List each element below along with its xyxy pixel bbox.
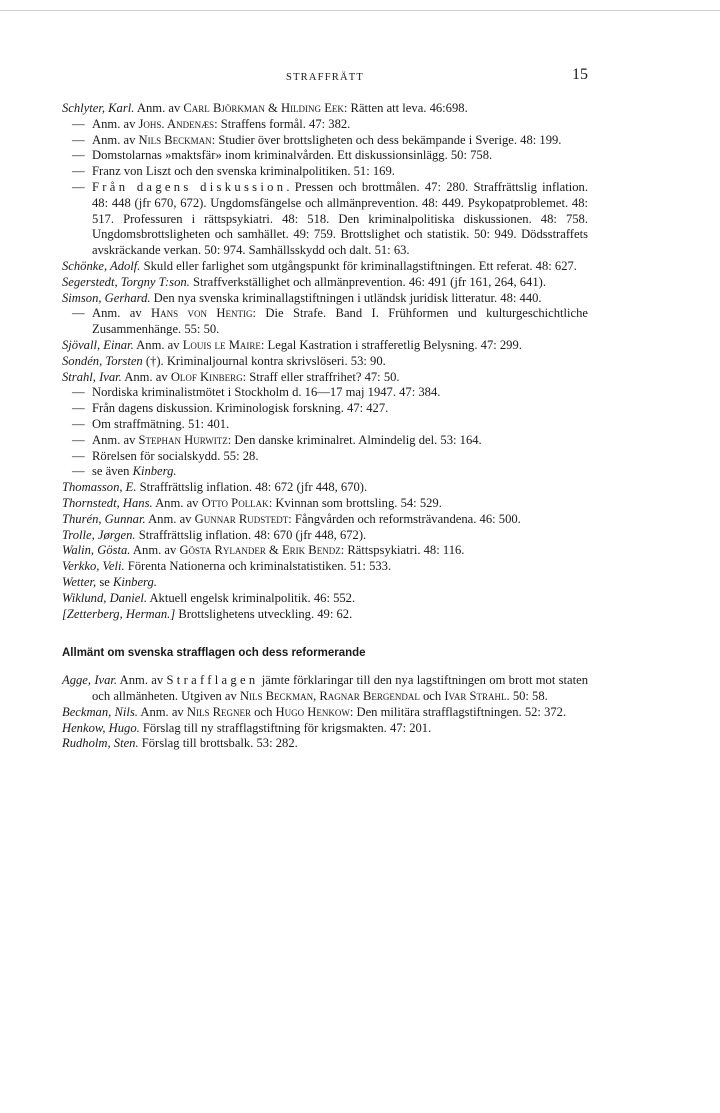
index-entry bbox=[62, 673, 588, 705]
ditto-dash: — bbox=[72, 432, 85, 447]
entry-text: Förslag till brottsbalk. 53: 282. bbox=[138, 736, 298, 751]
entry-text: Anm. av bbox=[92, 132, 139, 147]
entry-text: Den nya svenska kriminallagstiftningen i utländsk juridisk litteratur. 48: 440. bbox=[150, 290, 542, 305]
entry-author: [Zetterberg, Herman.] bbox=[62, 606, 176, 621]
cross-reference: Kinberg. bbox=[112, 574, 157, 589]
ditto-dash: — bbox=[72, 464, 85, 479]
index-entry bbox=[62, 401, 588, 417]
index-entry bbox=[62, 480, 588, 496]
entry-text: & bbox=[265, 543, 282, 558]
entry-text: : Die Strafe. Band I. Frühformen und kulturgeschichtliche Zusammenhänge. 55: 50. bbox=[92, 306, 588, 337]
index-entry bbox=[62, 449, 588, 465]
entry-text: Anm. av bbox=[121, 369, 171, 384]
ditto-dash: — bbox=[72, 164, 85, 179]
index-entry bbox=[62, 512, 588, 528]
entry-text: : Rättspsykiatri. 48: 116. bbox=[340, 543, 465, 558]
entry-author: Rudholm, Sten. bbox=[62, 736, 139, 751]
page-number: 15 bbox=[572, 66, 588, 83]
entry-text: & bbox=[264, 101, 281, 115]
entry-author: Henkow, Hugo. bbox=[62, 720, 140, 735]
index-entry bbox=[62, 607, 588, 623]
entry-author: Thornstedt, Hans. bbox=[62, 495, 153, 510]
index-entry bbox=[62, 354, 588, 370]
cited-name: Stephan Hurwitz bbox=[138, 432, 228, 447]
entry-text: Rörelsen för socialskydd. 55: 28. bbox=[92, 448, 259, 463]
entry-text: Förenta Nationerna och kriminalstatistiken. 51: 533. bbox=[124, 559, 392, 574]
index-entry bbox=[62, 101, 588, 117]
cited-name: Nils Beckman bbox=[239, 689, 314, 704]
entry-text: : Den militära strafflagstiftningen. 52: 372. bbox=[349, 704, 567, 719]
entry-text: Anm. av bbox=[130, 543, 180, 558]
running-title: STRAFFRÄTT bbox=[286, 72, 364, 83]
spaced-title: Strafflagen bbox=[166, 673, 259, 688]
cited-name: Erik Bendz bbox=[281, 543, 341, 558]
entry-text: : Fångvården och reformsträvandena. 46: 500. bbox=[288, 511, 521, 526]
cited-name: Hugo Henkow bbox=[275, 704, 350, 719]
entry-author: Wiklund, Daniel. bbox=[62, 590, 147, 605]
ditto-dash: — bbox=[72, 385, 85, 400]
index-entry bbox=[62, 385, 588, 401]
index-entry bbox=[62, 117, 588, 133]
index-entry bbox=[62, 291, 588, 307]
cited-name: Louis le Maire bbox=[182, 337, 261, 352]
entry-list-straffratt bbox=[62, 101, 588, 622]
entry-text: : Studier över brottsligheten och dess bekämpande i Sverige. 48: 199. bbox=[211, 132, 562, 147]
entry-text: Förslag till ny strafflagstiftning för krigsmakten. 47: 201. bbox=[139, 720, 432, 735]
entry-text: Anm. av bbox=[137, 704, 187, 719]
entry-text: Anm. av bbox=[133, 337, 183, 352]
index-entry bbox=[62, 575, 588, 591]
index-entry bbox=[62, 464, 588, 480]
ditto-dash: — bbox=[72, 401, 85, 416]
entry-text: . 50: 58. bbox=[506, 689, 548, 704]
cited-name: Nils Beckman bbox=[138, 132, 212, 147]
entry-text: Franz von Liszt och den svenska kriminalpolitiken. 51: 169. bbox=[92, 164, 395, 179]
entry-text: Anm. av bbox=[152, 495, 202, 510]
entry-text: Skuld eller farlighet som utgångspunkt för kriminallagstiftningen. Ett referat. 48: 627. bbox=[140, 258, 577, 273]
index-entry bbox=[62, 591, 588, 607]
entry-author: Trolle, Jørgen. bbox=[62, 527, 136, 542]
entry-list-allmant bbox=[62, 673, 588, 752]
index-entry bbox=[62, 306, 588, 338]
entry-text: : Den danske kriminalret. Almindelig del. 53: 164. bbox=[227, 432, 482, 447]
entry-text: : Rätten att leva. 46:698. bbox=[343, 101, 468, 115]
index-entry bbox=[62, 705, 588, 721]
index-entry bbox=[62, 148, 588, 164]
index-entry bbox=[62, 180, 588, 259]
entry-author: Beckman, Nils. bbox=[62, 704, 138, 719]
entry-text: Straffrättslig inflation. 48: 672 (jfr 448, 670). bbox=[136, 480, 368, 495]
index-entry bbox=[62, 338, 588, 354]
index-entry bbox=[62, 417, 588, 433]
entry-author: Sjövall, Einar. bbox=[62, 337, 134, 352]
entry-text: : Straffens formål. 47: 382. bbox=[214, 116, 351, 131]
entry-author: Walin, Gösta. bbox=[62, 543, 131, 558]
entry-text: Straffrättslig inflation. 48: 670 (jfr 448, 672). bbox=[135, 527, 367, 542]
ditto-dash: — bbox=[72, 448, 85, 463]
ditto-dash: — bbox=[72, 306, 85, 321]
entry-author: Thurén, Gunnar. bbox=[62, 511, 146, 526]
entry-text: : Legal Kastration i strafferetlig Belysning. 47: 299. bbox=[260, 337, 522, 352]
page-header bbox=[62, 66, 588, 88]
index-entry bbox=[62, 133, 588, 149]
entry-author: Segerstedt, Torgny T:son. bbox=[62, 274, 190, 289]
entry-text: Domstolarnas »maktsfär» inom kriminalvården. Ett diskussionsinlägg. 50: 758. bbox=[92, 148, 493, 163]
entry-text: : Straff eller straffrihet? 47: 50. bbox=[242, 369, 400, 384]
entry-text: Nordiska kriminalistmötet i Stockholm d. 16—17 maj 1947. 47: 384. bbox=[92, 385, 441, 400]
index-entry bbox=[62, 559, 588, 575]
entry-text: Anm. av bbox=[134, 101, 184, 115]
entry-author: Schlyter, Karl. bbox=[62, 101, 135, 115]
entry-text: se bbox=[96, 574, 113, 589]
entry-author: Schönke, Adolf. bbox=[62, 258, 141, 273]
index-entry bbox=[62, 259, 588, 275]
cross-reference: Kinberg. bbox=[132, 464, 177, 479]
entry-text: Anm. av bbox=[117, 673, 167, 688]
ditto-dash: — bbox=[72, 179, 85, 194]
page-top-edge bbox=[0, 10, 720, 11]
cited-name: Hilding Eek bbox=[280, 101, 344, 115]
index-entry bbox=[62, 496, 588, 512]
index-entry bbox=[62, 164, 588, 180]
entry-text: och bbox=[251, 704, 276, 719]
cited-name: Ragnar Bergendal bbox=[319, 689, 420, 704]
cited-name: Nils Regner bbox=[186, 704, 252, 719]
entry-text: Anm. av bbox=[92, 116, 139, 131]
cited-name: Ivar Strahl bbox=[444, 689, 507, 704]
cited-name: Olof Kinberg bbox=[170, 369, 243, 384]
entry-text: . Pressen och brottmålen. 47: 280. Straffrättslig inflation. 48: 448 (jfr 670, 672). Ungdomsfängelse och allmänprevention. 48: 449. Psykopatproblemet. 48: 517. Professuren i rättspsykiatri. 48: 518. Den kriminalpolitiska diskussionen. 48: 758. Ungdomsbrottsligheten och samhället. 49: 759. Brottslighet och statistik. 50: 949. Dödsstraffets avskräckande verkan. 50: 974. Samhällsskydd och dalt. 51: 63. bbox=[92, 179, 588, 258]
entry-author: Verkko, Veli. bbox=[62, 559, 125, 574]
entry-text: , bbox=[313, 689, 320, 704]
index-entry bbox=[62, 528, 588, 544]
index-entry bbox=[62, 736, 588, 752]
entry-author: Strahl, Ivar. bbox=[62, 369, 122, 384]
index-entry bbox=[62, 433, 588, 449]
cited-name: Gösta Rylander bbox=[179, 543, 266, 558]
entry-text: Från dagens diskussion. Kriminologisk forskning. 47: 427. bbox=[92, 401, 389, 416]
entry-text: (†). Kriminaljournal kontra skrivslöseri. 53: 90. bbox=[142, 353, 386, 368]
index-entry bbox=[62, 543, 588, 559]
entry-text: Brottslighetens utveckling. 49: 62. bbox=[175, 606, 353, 621]
ditto-dash: — bbox=[72, 116, 85, 131]
cited-name: Hans von Hentig bbox=[151, 306, 253, 321]
cited-name: Gunnar Rudstedt bbox=[194, 511, 289, 526]
entry-text: och bbox=[419, 689, 445, 704]
entry-author: Thomasson, E. bbox=[62, 480, 137, 495]
entry-text: Anm. av bbox=[92, 432, 139, 447]
index-entry bbox=[62, 370, 588, 386]
ditto-dash: — bbox=[72, 416, 85, 431]
ditto-dash: — bbox=[72, 132, 85, 147]
index-entry bbox=[62, 275, 588, 291]
entry-author: Sondén, Torsten bbox=[62, 353, 143, 368]
entry-author: Wetter, bbox=[62, 574, 97, 589]
entry-text: se även bbox=[92, 464, 133, 479]
entry-text: Aktuell engelsk kriminalpolitik. 46: 552. bbox=[147, 590, 356, 605]
spaced-title: Från dagens diskussion bbox=[92, 179, 287, 194]
entry-author: Simson, Gerhard. bbox=[62, 290, 151, 305]
cited-name: Otto Pollak bbox=[201, 495, 269, 510]
entry-text: Anm. av bbox=[92, 306, 152, 321]
entry-text: Anm. av bbox=[145, 511, 195, 526]
entry-text: : Kvinnan som brottsling. 54: 529. bbox=[268, 495, 442, 510]
entry-text: jämte förklaringar till den nya lagstiftningen om brott mot staten och allmänheten. Utgiven av bbox=[92, 673, 588, 704]
index-entry bbox=[62, 721, 588, 737]
cited-name: Johs. Andenæs bbox=[138, 116, 215, 131]
entry-author: Agge, Ivar. bbox=[62, 673, 118, 688]
entry-text: Om straffmätning. 51: 401. bbox=[92, 416, 230, 431]
entry-text: Straffverkställighet och allmänprevention. 46: 491 (jfr 161, 264, 641). bbox=[189, 274, 546, 289]
section-title: Allmänt om svenska strafflagen och dess reformerande bbox=[62, 647, 366, 660]
cited-name: Carl Björkman bbox=[183, 101, 265, 115]
ditto-dash: — bbox=[72, 148, 85, 163]
index-page-body bbox=[62, 101, 588, 752]
